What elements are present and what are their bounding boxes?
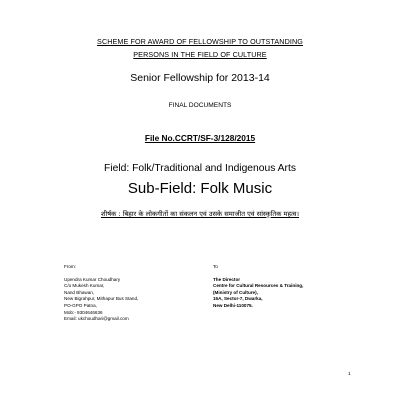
hindi-title: शीर्षक : बिहार के लोकगीतों का संकलन एवं उसके समाजीत एवं सांस्कृतिक महत्व। — [100, 210, 300, 218]
scheme-title-line1: SCHEME FOR AWARD OF FELLOWSHIP TO OUTSTANDING — [97, 37, 303, 46]
sub-field-heading: Sub-Field: Folk Music — [127, 180, 273, 197]
from-line: New Bigrahpur, Mithapur Bus Stand, — [64, 296, 139, 302]
scheme-title-line2: PERSONS IN THE FIELD OF CULTURE — [133, 50, 267, 59]
to-line: New Delhi-110075. — [213, 302, 253, 308]
from-line: C/o Mukesh Kumar, — [64, 283, 105, 289]
to-line: 15A, Sector-7, Dwarka, — [213, 296, 263, 302]
from-line: Nand Bhawan, — [64, 289, 95, 295]
from-address-block — [64, 264, 138, 323]
from-line: Upendra Kumar Choudhary — [64, 276, 121, 282]
to-label: To — [213, 264, 218, 269]
to-line: (Ministry of Culture), — [213, 289, 258, 295]
to-line: The Director — [213, 276, 241, 282]
from-line: Mob:- 9304646636 — [64, 309, 103, 315]
final-documents-label: FINAL DOCUMENTS — [168, 102, 232, 109]
field-heading: Field: Folk/Traditional and Indigenous Arts — [104, 163, 296, 174]
to-line: Centre for Cultural Resources & Training, — [213, 283, 304, 289]
from-line: Email: ukchoudhari@gmail.com — [64, 316, 129, 322]
file-number: File No.CCRT/SF-3/128/2015 — [144, 133, 256, 143]
to-address-block — [213, 264, 303, 310]
fellowship-title: Senior Fellowship for 2013-14 — [130, 72, 270, 84]
from-line: PO-GPO Patna, — [64, 302, 97, 308]
from-label: From: — [64, 264, 76, 269]
page-number: 1 — [348, 372, 351, 377]
